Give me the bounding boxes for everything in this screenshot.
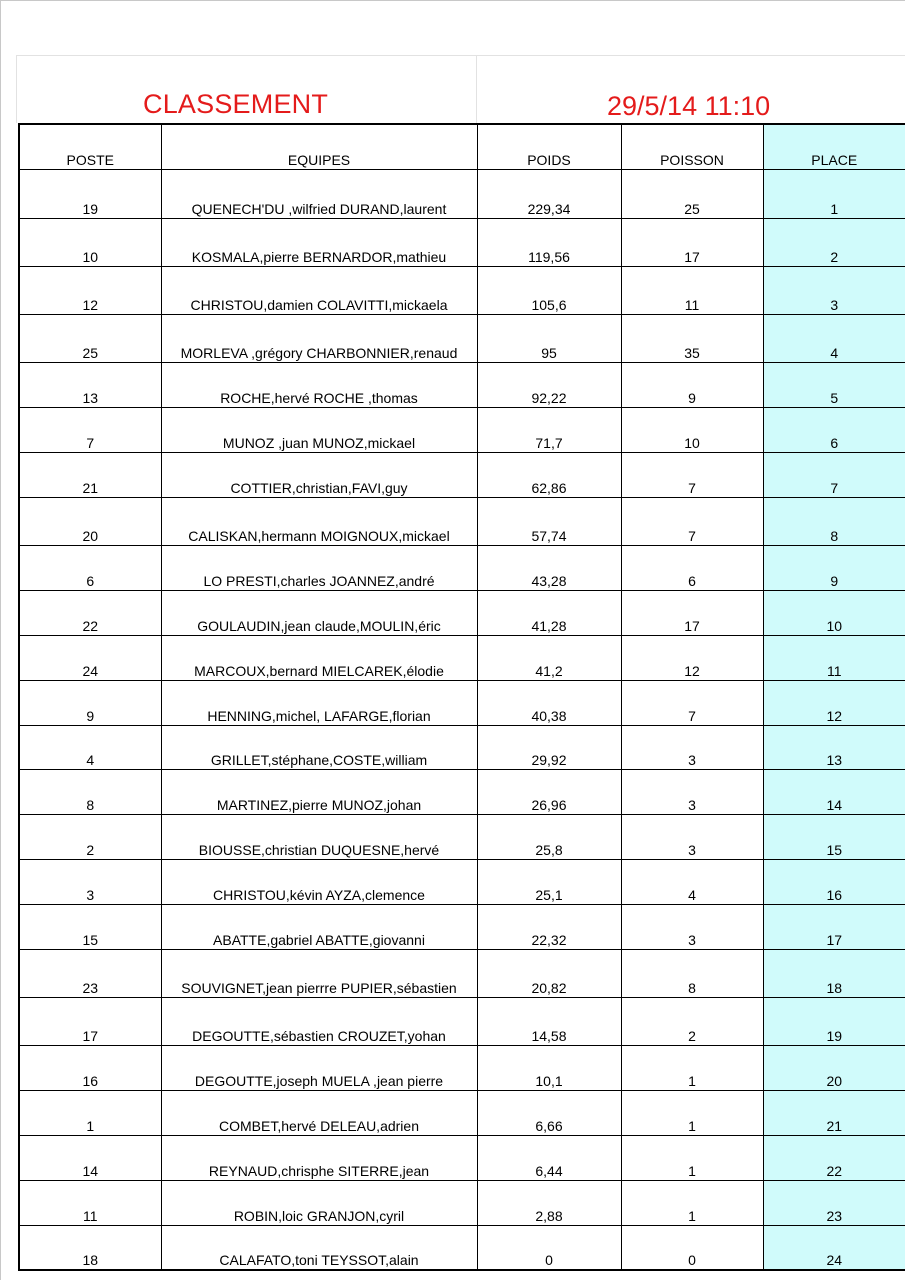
cell-poisson: 35 (621, 314, 763, 362)
table-row (19, 497, 905, 545)
table-row (19, 545, 905, 590)
cell-poids: 41,28 (477, 590, 621, 635)
cell-equipes: QUENECH'DU ,wilfried DURAND,laurent (161, 169, 477, 218)
table-row (19, 949, 905, 997)
cell-poste: 1 (19, 1090, 161, 1135)
cell-poisson: 7 (621, 680, 763, 725)
cell-equipes: CHRISTOU,kévin AYZA,clemence (161, 859, 477, 904)
cell-place: 8 (763, 497, 905, 545)
cell-equipes: BIOUSSE,christian DUQUESNE,hervé (161, 814, 477, 859)
table-row (19, 859, 905, 904)
cell-place: 10 (763, 590, 905, 635)
cell-poids: 95 (477, 314, 621, 362)
cell-place: 9 (763, 545, 905, 590)
title-row-separator (476, 55, 477, 123)
cell-poste: 8 (19, 769, 161, 814)
cell-place: 20 (763, 1045, 905, 1090)
cell-poids: 119,56 (477, 218, 621, 266)
cell-poids: 41,2 (477, 635, 621, 680)
cell-place: 3 (763, 266, 905, 314)
cell-poste: 24 (19, 635, 161, 680)
cell-equipes: ROBIN,loic GRANJON,cyril (161, 1180, 477, 1225)
table-row (19, 635, 905, 680)
cell-place: 11 (763, 635, 905, 680)
cell-poids: 0 (477, 1225, 621, 1270)
cell-place: 4 (763, 314, 905, 362)
title-row-top-border (16, 55, 905, 56)
cell-place: 2 (763, 218, 905, 266)
cell-place: 13 (763, 725, 905, 769)
cell-poste: 10 (19, 218, 161, 266)
cell-poste: 21 (19, 452, 161, 497)
cell-poisson: 4 (621, 859, 763, 904)
cell-place: 1 (763, 169, 905, 218)
cell-poisson: 0 (621, 1225, 763, 1270)
cell-poste: 11 (19, 1180, 161, 1225)
cell-poisson: 1 (621, 1135, 763, 1180)
column-header-poste: POSTE (19, 124, 161, 169)
cell-poids: 105,6 (477, 266, 621, 314)
cell-poste: 22 (19, 590, 161, 635)
table-row (19, 725, 905, 769)
cell-poisson: 8 (621, 949, 763, 997)
cell-poste: 14 (19, 1135, 161, 1180)
cell-poisson: 17 (621, 590, 763, 635)
title-row-left-border (16, 55, 17, 123)
cell-equipes: KOSMALA,pierre BERNARDOR,mathieu (161, 218, 477, 266)
cell-poste: 23 (19, 949, 161, 997)
table-row (19, 266, 905, 314)
table-row (19, 814, 905, 859)
table-row (19, 997, 905, 1045)
cell-poids: 25,8 (477, 814, 621, 859)
table-row (19, 1045, 905, 1090)
cell-poisson: 1 (621, 1090, 763, 1135)
cell-place: 16 (763, 859, 905, 904)
table-row (19, 1135, 905, 1180)
cell-equipes: MORLEVA ,grégory CHARBONNIER,renaud (161, 314, 477, 362)
cell-poste: 6 (19, 545, 161, 590)
cell-equipes: DEGOUTTE,sébastien CROUZET,yohan (161, 997, 477, 1045)
cell-equipes: LO PRESTI,charles JOANNEZ,andré (161, 545, 477, 590)
cell-place: 14 (763, 769, 905, 814)
cell-poids: 6,44 (477, 1135, 621, 1180)
cell-poids: 14,58 (477, 997, 621, 1045)
column-header-equipes: EQUIPES (161, 124, 477, 169)
cell-equipes: MARTINEZ,pierre MUNOZ,johan (161, 769, 477, 814)
cell-poids: 22,32 (477, 904, 621, 949)
cell-poste: 16 (19, 1045, 161, 1090)
cell-poste: 25 (19, 314, 161, 362)
cell-poids: 92,22 (477, 362, 621, 407)
cell-equipes: CHRISTOU,damien COLAVITTI,mickaela (161, 266, 477, 314)
cell-place: 19 (763, 997, 905, 1045)
cell-place: 12 (763, 680, 905, 725)
cell-equipes: CALAFATO,toni TEYSSOT,alain (161, 1225, 477, 1270)
cell-place: 15 (763, 814, 905, 859)
table-row (19, 1180, 905, 1225)
table-row (19, 169, 905, 218)
page-border-left (0, 0, 1, 1280)
cell-poisson: 25 (621, 169, 763, 218)
ranking-table (18, 123, 905, 1271)
cell-poste: 12 (19, 266, 161, 314)
cell-poids: 6,66 (477, 1090, 621, 1135)
cell-poste: 19 (19, 169, 161, 218)
cell-poste: 13 (19, 362, 161, 407)
cell-place: 17 (763, 904, 905, 949)
table-row (19, 218, 905, 266)
column-header-place: PLACE (763, 124, 905, 169)
cell-poids: 71,7 (477, 407, 621, 452)
cell-poisson: 1 (621, 1045, 763, 1090)
cell-poste: 2 (19, 814, 161, 859)
table-row (19, 362, 905, 407)
table-header-row (19, 124, 905, 169)
cell-place: 6 (763, 407, 905, 452)
page-border-top (0, 0, 905, 1)
cell-place: 23 (763, 1180, 905, 1225)
cell-poids: 10,1 (477, 1045, 621, 1090)
cell-poids: 2,88 (477, 1180, 621, 1225)
cell-place: 24 (763, 1225, 905, 1270)
cell-poids: 26,96 (477, 769, 621, 814)
cell-poisson: 11 (621, 266, 763, 314)
cell-equipes: MARCOUX,bernard MIELCAREK,élodie (161, 635, 477, 680)
cell-poisson: 12 (621, 635, 763, 680)
table-row (19, 769, 905, 814)
cell-equipes: HENNING,michel, LAFARGE,florian (161, 680, 477, 725)
table-row (19, 452, 905, 497)
cell-poids: 20,82 (477, 949, 621, 997)
column-header-poids: POIDS (477, 124, 621, 169)
cell-poids: 25,1 (477, 859, 621, 904)
cell-equipes: GOULAUDIN,jean claude,MOULIN,éric (161, 590, 477, 635)
cell-poids: 229,34 (477, 169, 621, 218)
table-row (19, 407, 905, 452)
cell-equipes: COMBET,hervé DELEAU,adrien (161, 1090, 477, 1135)
ranking-title: CLASSEMENT (143, 89, 329, 119)
cell-poste: 3 (19, 859, 161, 904)
ranking-datetime: 29/5/14 11:10 (607, 91, 771, 121)
cell-equipes: ROCHE,hervé ROCHE ,thomas (161, 362, 477, 407)
cell-poisson: 17 (621, 218, 763, 266)
cell-poids: 40,38 (477, 680, 621, 725)
cell-poisson: 7 (621, 497, 763, 545)
cell-equipes: SOUVIGNET,jean pierrre PUPIER,sébastien (161, 949, 477, 997)
cell-place: 7 (763, 452, 905, 497)
cell-place: 22 (763, 1135, 905, 1180)
column-header-poisson: POISSON (621, 124, 763, 169)
table-row (19, 590, 905, 635)
table-row (19, 1090, 905, 1135)
cell-poids: 62,86 (477, 452, 621, 497)
cell-place: 18 (763, 949, 905, 997)
cell-poisson: 2 (621, 997, 763, 1045)
cell-poste: 9 (19, 680, 161, 725)
cell-poisson: 3 (621, 769, 763, 814)
cell-equipes: DEGOUTTE,joseph MUELA ,jean pierre (161, 1045, 477, 1090)
cell-poste: 20 (19, 497, 161, 545)
cell-poste: 17 (19, 997, 161, 1045)
cell-equipes: REYNAUD,chrisphe SITERRE,jean (161, 1135, 477, 1180)
cell-poisson: 3 (621, 814, 763, 859)
table-row (19, 680, 905, 725)
table-row (19, 314, 905, 362)
cell-place: 21 (763, 1090, 905, 1135)
cell-poisson: 10 (621, 407, 763, 452)
cell-poisson: 6 (621, 545, 763, 590)
cell-equipes: ABATTE,gabriel ABATTE,giovanni (161, 904, 477, 949)
cell-poisson: 7 (621, 452, 763, 497)
cell-equipes: COTTIER,christian,FAVI,guy (161, 452, 477, 497)
cell-poisson: 1 (621, 1180, 763, 1225)
cell-poisson: 3 (621, 904, 763, 949)
cell-poids: 43,28 (477, 545, 621, 590)
cell-poste: 4 (19, 725, 161, 769)
cell-poisson: 9 (621, 362, 763, 407)
cell-equipes: GRILLET,stéphane,COSTE,william (161, 725, 477, 769)
cell-poisson: 3 (621, 725, 763, 769)
cell-equipes: CALISKAN,hermann MOIGNOUX,mickael (161, 497, 477, 545)
cell-poste: 18 (19, 1225, 161, 1270)
cell-poste: 7 (19, 407, 161, 452)
cell-poids: 57,74 (477, 497, 621, 545)
table-row (19, 904, 905, 949)
cell-poste: 15 (19, 904, 161, 949)
cell-place: 5 (763, 362, 905, 407)
cell-poids: 29,92 (477, 725, 621, 769)
cell-equipes: MUNOZ ,juan MUNOZ,mickael (161, 407, 477, 452)
table-row (19, 1225, 905, 1270)
